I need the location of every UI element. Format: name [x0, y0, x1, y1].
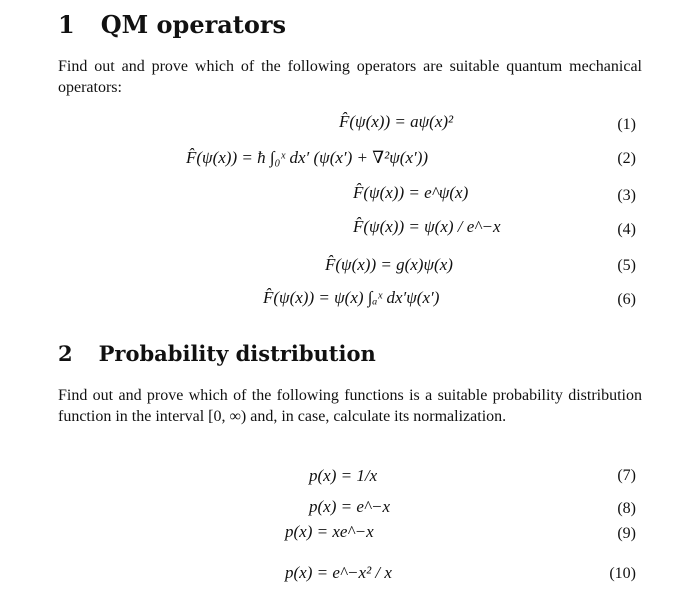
section-2-number: 2	[58, 341, 73, 366]
equation-4-formula: F̂(ψ(x)) = ψ(x) / e^−x	[353, 217, 501, 236]
equation-2-formula: F̂(ψ(x)) = ħ ∫₀ˣ dx′ (ψ(x′) + ∇²ψ(x′))	[186, 148, 429, 167]
equation-6-number: (6)	[617, 291, 636, 308]
equation-5-number: (5)	[617, 257, 636, 274]
equation-3	[353, 183, 468, 203]
equation-1-formula: F̂(ψ(x)) = aψ(x)²	[339, 112, 454, 131]
section-1-paragraph: Find out and prove which of the following operators are suitable quantum mechanical operators:	[58, 58, 642, 96]
equation-5-formula: F̂(ψ(x)) = g(x)ψ(x)	[325, 255, 453, 274]
equation-2-number: (2)	[617, 150, 636, 167]
equation-7	[309, 466, 377, 486]
equation-8-number: (8)	[617, 500, 636, 517]
section-2-heading: Probability distribution	[98, 341, 376, 366]
equation-4	[353, 217, 501, 237]
equation-1	[339, 112, 453, 132]
section-1-number: 1	[58, 10, 75, 39]
equation-10-formula: p(x) = e^−x² / x	[285, 563, 392, 582]
equation-10-number: (10)	[609, 565, 636, 582]
equation-2	[186, 148, 428, 168]
equation-8	[309, 497, 390, 517]
section-1-title	[58, 10, 286, 39]
section-1-heading: QM operators	[100, 10, 287, 39]
equation-9-formula: p(x) = xe^−x	[285, 522, 374, 541]
equation-6-formula: F̂(ψ(x)) = ψ(x) ∫ₐˣ dx′ψ(x′)	[263, 288, 440, 307]
equation-6	[263, 288, 439, 308]
equation-9-number: (9)	[617, 525, 636, 542]
equation-3-formula: F̂(ψ(x)) = e^ψ(x)	[353, 183, 469, 202]
section-2-title	[58, 341, 376, 366]
equation-10	[285, 563, 392, 583]
equation-9	[285, 522, 374, 542]
equation-4-number: (4)	[617, 221, 636, 238]
equation-1-number: (1)	[617, 116, 636, 133]
equation-7-formula: p(x) = 1/x	[309, 466, 378, 485]
section-2-paragraph: Find out and prove which of the following functions is a suitable probability distribution function in the interval [0, ∞) and, in case, calculate its normalization.	[58, 387, 642, 425]
equation-5	[325, 255, 453, 275]
equation-7-number: (7)	[617, 467, 636, 484]
equation-3-number: (3)	[617, 187, 636, 204]
equation-8-formula: p(x) = e^−x	[309, 497, 391, 516]
